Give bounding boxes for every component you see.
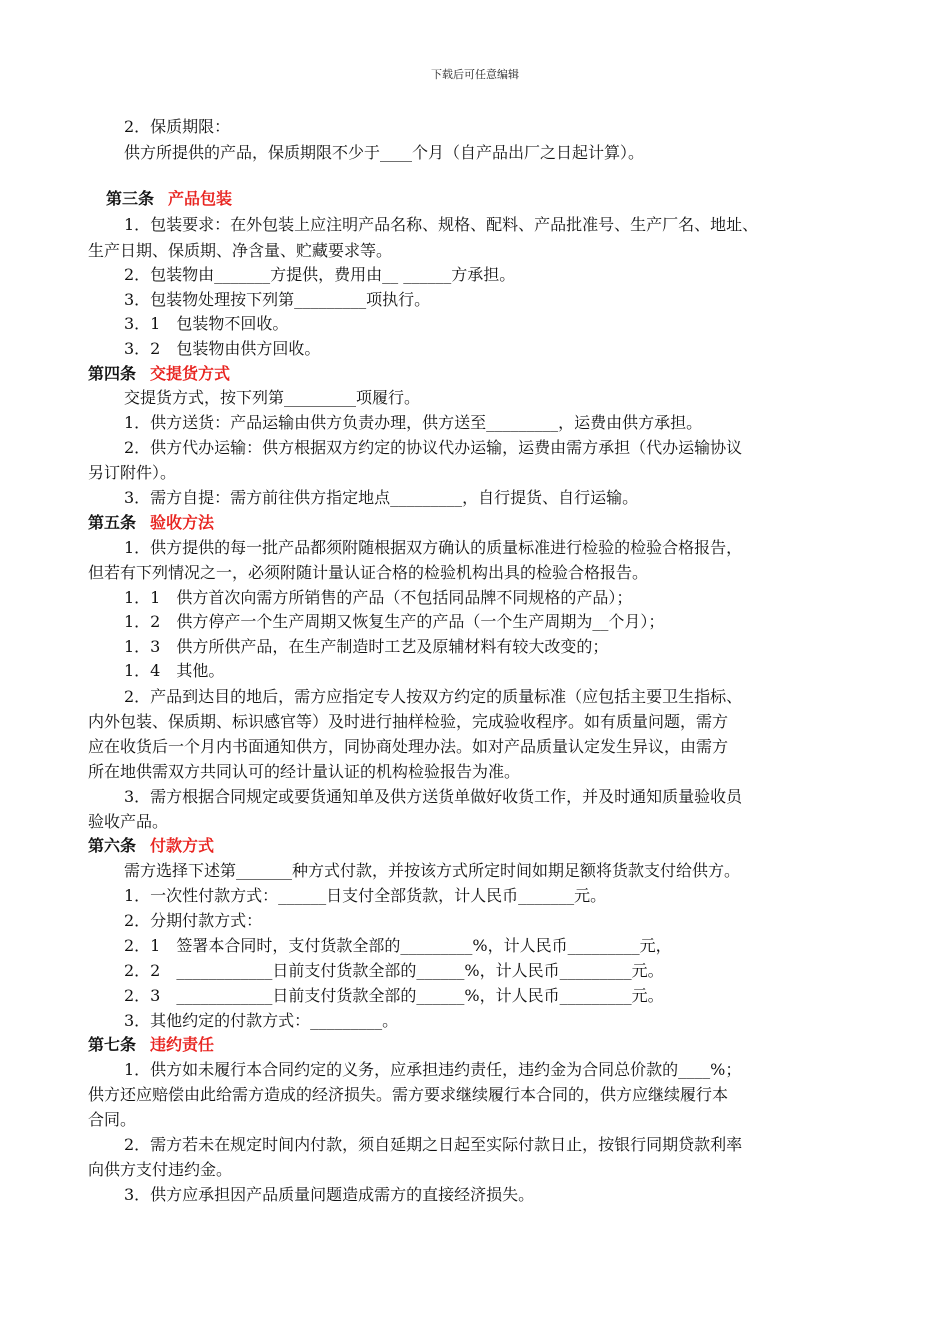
text-line: 供方还应赔偿由此给需方造成的经济损失。需方要求继续履行本合同的，供方应继续履行本 <box>88 1085 729 1104</box>
text-line: 供方所提供的产品，保质期限不少于____个月（自产品出厂之日起计算）。 <box>124 143 645 162</box>
text-line: 2．包装物由_______方提供，费用由__ ______方承担。 <box>124 265 516 284</box>
text-line: 1．供方送货：产品运输由供方负责办理，供方送至_________，运费由供方承担。 <box>124 413 703 432</box>
text-line: 验收产品。 <box>88 812 169 831</box>
text-line: 所在地供需双方共同认可的经计量认证的机构检验报告为准。 <box>88 762 521 781</box>
text-line: 3．需方根据合同规定或要货通知单及供方送货单做好收货工作，并及时通知质量验收员 <box>124 787 743 806</box>
text-line: 1．1 供方首次向需方所销售的产品（不包括同品牌不同规格的产品）； <box>124 588 633 607</box>
text-line: 向供方支付违约金。 <box>88 1160 233 1179</box>
text-line: 2．3 ____________日前支付货款全部的______%，计人民币_________元。 <box>124 986 664 1005</box>
section-title: 验收方法 <box>150 513 215 532</box>
section-heading-6 <box>88 836 214 856</box>
text-line: 但若有下列情况之一，必须附随计量认证合格的检验机构出具的检验合格报告。 <box>88 563 649 582</box>
text-line: 2．1 签署本合同时，支付货款全部的_________%，计人民币_________元， <box>124 936 672 955</box>
text-line: 1．3 供方所供产品，在生产制造时工艺及原辅材料有较大改变的； <box>124 637 609 656</box>
text-line: 3．供方应承担因产品质量问题造成需方的直接经济损失。 <box>124 1185 535 1204</box>
section-heading-7 <box>88 1035 214 1055</box>
text-line: 1．4 其他。 <box>124 661 225 680</box>
text-line: 3．1 包装物不回收。 <box>124 314 289 333</box>
section-heading-4 <box>88 364 230 384</box>
text-line: 2．需方若未在规定时间内付款，须自延期之日起至实际付款日止，按银行同期贷款利率 <box>124 1135 743 1154</box>
text-line: 内外包装、保质期、标识感官等）及时进行抽样检验，完成验收程序。如有质量问题，需方 <box>88 712 729 731</box>
section-number: 第五条 <box>88 513 137 532</box>
section-number: 第七条 <box>88 1035 137 1054</box>
text-line: 生产日期、保质期、净含量、贮藏要求等。 <box>88 241 393 260</box>
section-title: 付款方式 <box>150 836 215 855</box>
text-line: 3．其他约定的付款方式：_________。 <box>124 1011 399 1030</box>
section-number: 第三条 <box>106 189 155 208</box>
text-line: 3．2 包装物由供方回收。 <box>124 339 321 358</box>
text-line: 2．分期付款方式： <box>124 911 263 930</box>
text-line: 交提货方式，按下列第_________项履行。 <box>124 388 421 407</box>
text-line: 应在收货后一个月内书面通知供方，同协商处理办法。如对产品质量认定发生异议，由需方 <box>88 737 729 756</box>
text-line: 3．需方自提：需方前往供方指定地点_________，自行提货、自行运输。 <box>124 488 639 507</box>
section-heading-5 <box>88 513 214 533</box>
text-line: 2．保质期限： <box>124 117 231 136</box>
section-title: 产品包装 <box>168 189 233 208</box>
text-line: 需方选择下述第_______种方式付款，并按该方式所定时间如期足额将货款支付给供方。 <box>124 861 741 880</box>
text-line: 2．2 ____________日前支付货款全部的______%，计人民币_________元。 <box>124 961 664 980</box>
text-line: 1．一次性付款方式：______日支付全部货款，计人民币_______元。 <box>124 886 607 905</box>
text-line: 1．供方如未履行本合同约定的义务，应承担违约责任，违约金为合同总价款的____%； <box>124 1060 742 1079</box>
text-line: 1．2 供方停产一个生产周期又恢复生产的产品（一个生产周期为__个月）； <box>124 612 665 631</box>
text-line: 1．包装要求：在外包装上应注明产品名称、规格、配料、产品批准号、生产厂名、地址、 <box>124 215 759 234</box>
text-line: 另订附件）。 <box>88 463 177 482</box>
text-line: 3．包装物处理按下列第_________项执行。 <box>124 290 431 309</box>
text-line: 2．供方代办运输：供方根据双方约定的协议代办运输，运费由需方承担（代办运输协议 <box>124 438 743 457</box>
page-header: 下载后可任意编辑 <box>431 68 519 81</box>
section-title: 交提货方式 <box>150 364 231 383</box>
section-number: 第四条 <box>88 364 137 383</box>
text-line: 合同。 <box>88 1110 137 1129</box>
section-title: 违约责任 <box>150 1035 215 1054</box>
text-line: 2．产品到达目的地后，需方应指定专人按双方约定的质量标准（应包括主要卫生指标、 <box>124 687 743 706</box>
section-heading-3 <box>106 189 232 209</box>
text-line: 1．供方提供的每一批产品都须附随根据双方确认的质量标准进行检验的检验合格报告， <box>124 538 743 557</box>
section-number: 第六条 <box>88 836 137 855</box>
